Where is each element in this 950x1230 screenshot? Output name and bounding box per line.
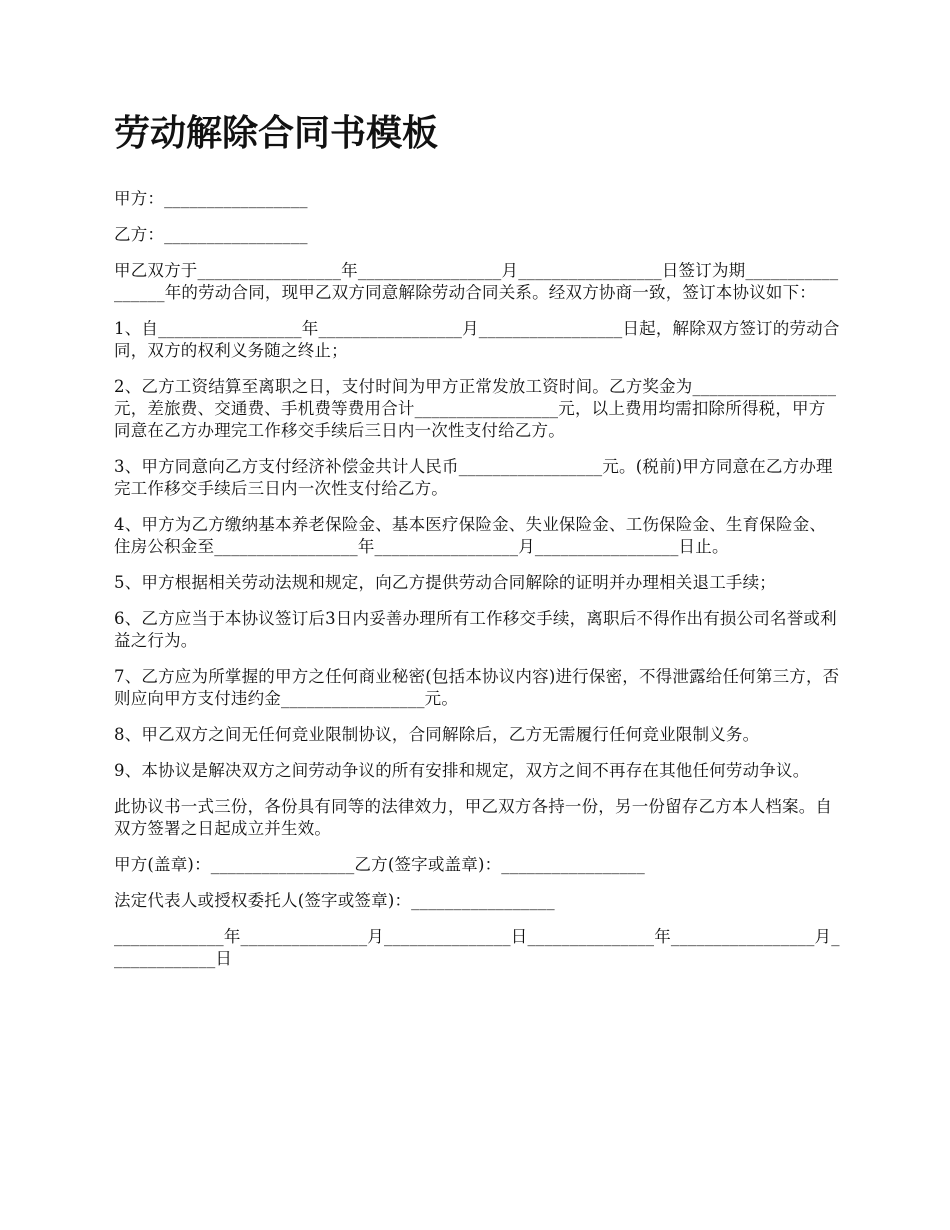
clause-2: 2、乙方工资结算至离职之日，支付时间为甲方正常发放工资时间。乙方奖金为_________________元，差旅费、交通费、手机费等费用合计_________________元，以上费用均需扣除所得税，甲方同意在乙方办理完工作移交手续后三日内一次性支付给乙方。 [114,377,837,440]
intro-paragraph: 甲乙双方于_________________年_________________月_________________日签订为期_________________年的劳动合同，现甲乙双方同意解除劳动合同关系。经双方协商一致，签订本协议如下： [114,261,839,302]
clause-4: 4、甲方为乙方缴纳基本养老保险金、基本医疗保险金、失业保险金、工伤保险金、生育保险金、住房公积金至_________________年_________________月_________________日止。 [114,515,827,556]
clause-1: 1、自_________________年_________________月_________________日起，解除双方签订的劳动合同，双方的权利义务随之终止； [114,319,840,360]
date-line: _____________年_______________月_______________日_______________年_________________月_____________日 [114,927,840,968]
clause-3: 3、甲方同意向乙方支付经济补偿金共计人民币_________________元。(税前)甲方同意在乙方办理完工作移交手续后三日内一次性支付给乙方。 [114,457,833,498]
clause-7: 7、乙方应为所掌握的甲方之任何商业秘密(包括本协议内容)进行保密，不得泄露给任何第三方，否则应向甲方支付违约金_________________元。 [114,667,840,708]
clause-8: 8、甲乙双方之间无任何竞业限制协议，合同解除后，乙方无需履行任何竞业限制义务。 [114,725,760,744]
clause-5: 5、甲方根据相关劳动法规和规定，向乙方提供劳动合同解除的证明并办理相关退工手续； [114,573,776,592]
clause-9: 9、本协议是解决双方之间劳动争议的所有安排和规定，双方之间不再存在其他任何劳动争议。 [114,761,810,780]
closing-paragraph: 此协议书一式三份，各份具有同等的法律效力，甲乙双方各持一份，另一份留存乙方本人档案。自双方签署之日起成立并生效。 [114,797,833,838]
document-title: 劳动解除合同书模板 [114,113,439,154]
signature-line: 甲方(盖章)：_________________乙方(签字或盖章)：_________________ [114,855,645,874]
party-a-line: 甲方：_________________ [114,189,308,208]
party-b-line: 乙方：_________________ [114,225,308,244]
representative-line: 法定代表人或授权委托人(签字或签章)：_________________ [114,891,555,910]
clause-6: 6、乙方应当于本协议签订后3日内妥善办理所有工作移交手续，离职后不得作出有损公司名誉或利益之行为。 [114,609,837,650]
